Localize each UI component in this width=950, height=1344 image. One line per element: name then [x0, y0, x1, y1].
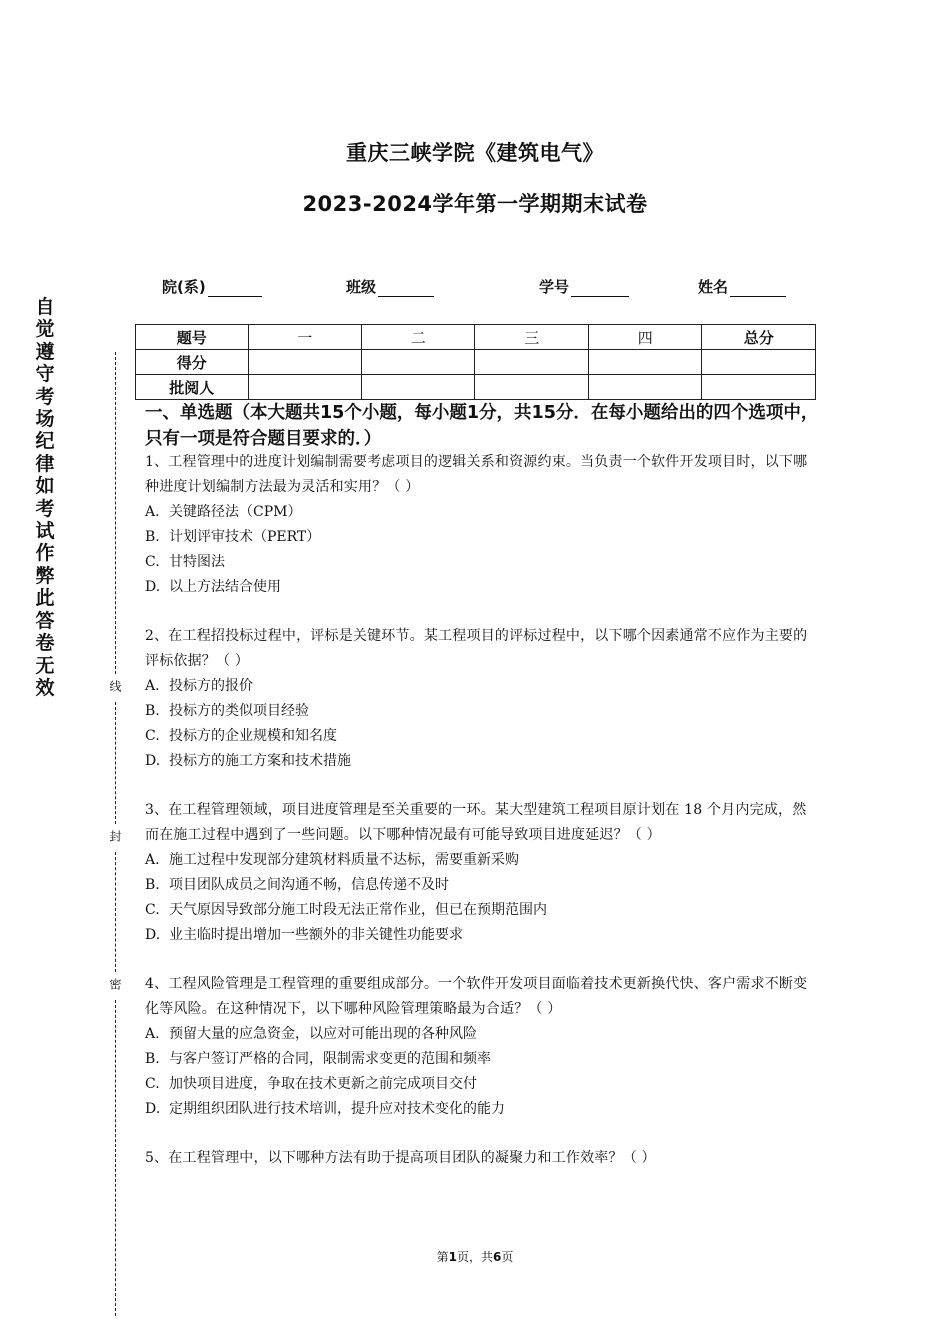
- option-item[interactable]: [145, 674, 815, 699]
- binding-line-segment: [115, 1000, 116, 1316]
- option-text: 关键路径法（CPM）: [169, 504, 302, 520]
- option-label: A.: [145, 852, 160, 868]
- grader-row-label: 批阅人: [136, 375, 249, 400]
- class-field[interactable]: [346, 276, 434, 297]
- score-header-cell: 四: [588, 325, 701, 350]
- grader-row: [136, 375, 816, 400]
- score-cell[interactable]: [588, 350, 701, 375]
- page-footer: [0, 1248, 950, 1265]
- option-item[interactable]: [145, 923, 815, 948]
- option-text: 定期组织团队进行技术培训，提升应对技术变化的能力: [169, 1101, 505, 1117]
- option-text: 业主临时提出增加一些额外的非关键性功能要求: [169, 927, 463, 943]
- score-header-cell: 题号: [136, 325, 249, 350]
- option-label: A.: [145, 678, 160, 694]
- question-stem: 1、工程管理中的进度计划编制需要考虑项目的逻辑关系和资源约束。当负责一个软件开发项目时，以下哪种进度计划编制方法最为灵活和实用？（ ）: [145, 454, 808, 495]
- option-label: B.: [145, 703, 160, 719]
- student-id-field[interactable]: [539, 276, 629, 297]
- option-text: 项目团队成员之间沟通不畅，信息传递不及时: [169, 877, 449, 893]
- binding-line-segment: [115, 352, 116, 674]
- option-text: 投标方的企业规模和知名度: [169, 728, 337, 744]
- option-item[interactable]: [145, 848, 815, 873]
- grader-cell[interactable]: [361, 375, 474, 400]
- option-text: 加快项目进度，争取在技术更新之前完成项目交付: [169, 1076, 477, 1092]
- score-row: [136, 350, 816, 375]
- option-label: B.: [145, 529, 160, 545]
- grader-cell[interactable]: [248, 375, 361, 400]
- score-header-cell: 总分: [702, 325, 816, 350]
- question-item: [145, 798, 815, 948]
- option-label: C.: [145, 554, 160, 570]
- option-label: C.: [145, 902, 160, 918]
- option-label: C.: [145, 1076, 160, 1092]
- score-cell[interactable]: [248, 350, 361, 375]
- binding-line-char: 线: [108, 680, 122, 692]
- score-table-header-row: [136, 325, 816, 350]
- option-label: A.: [145, 504, 160, 520]
- question-item: [145, 624, 815, 774]
- option-text: 天气原因导致部分施工时段无法正常作业，但已在预期范围内: [169, 902, 547, 918]
- option-item[interactable]: [145, 1047, 815, 1072]
- grader-cell[interactable]: [588, 375, 701, 400]
- option-text: 与客户签订严格的合同，限制需求变更的范围和频率: [169, 1051, 491, 1067]
- class-blank[interactable]: [378, 280, 434, 297]
- name-label: 姓名: [698, 278, 729, 296]
- option-item[interactable]: [145, 1097, 815, 1122]
- option-label: D.: [145, 927, 161, 943]
- option-label: B.: [145, 877, 160, 893]
- page-number: 1: [448, 1250, 457, 1264]
- section-heading: 一、单选题（本大题共15个小题，每小题1分，共15分．在每小题给出的四个选项中，只有一项是符合题目要求的．）: [145, 403, 819, 449]
- option-text: 施工过程中发现部分建筑材料质量不达标，需要重新采购: [169, 852, 519, 868]
- score-header-cell: 二: [361, 325, 474, 350]
- option-item[interactable]: [145, 550, 815, 575]
- question-stem: 5、在工程管理中，以下哪种方法有助于提高项目团队的凝聚力和工作效率？（ ）: [145, 1150, 656, 1166]
- option-item[interactable]: [145, 724, 815, 749]
- option-item[interactable]: [145, 575, 815, 600]
- option-item[interactable]: [145, 525, 815, 550]
- grader-cell[interactable]: [475, 375, 588, 400]
- binding-line-segment: [115, 852, 116, 972]
- question-stem: 2、在工程招投标过程中，评标是关键环节。某工程项目的评标过程中，以下哪个因素通常不应作为主要的评标依据？（ ）: [145, 628, 808, 669]
- binding-secret-char: 密: [108, 978, 122, 990]
- college-blank[interactable]: [208, 280, 262, 297]
- option-label: D.: [145, 753, 161, 769]
- score-table: [135, 324, 816, 400]
- question-item: [145, 450, 815, 600]
- option-text: 投标方的类似项目经验: [169, 703, 309, 719]
- option-text: 预留大量的应急资金，以应对可能出现的各种风险: [169, 1026, 477, 1042]
- name-blank[interactable]: [730, 280, 786, 297]
- option-item[interactable]: [145, 699, 815, 724]
- option-item[interactable]: [145, 873, 815, 898]
- question-item: [145, 972, 815, 1122]
- class-label: 班级: [346, 278, 377, 296]
- option-item[interactable]: [145, 749, 815, 774]
- footer-middle: 页，共: [456, 1250, 493, 1264]
- footer-prefix: 第: [436, 1250, 449, 1264]
- question-item: [145, 1146, 815, 1171]
- question-list: [145, 450, 815, 1195]
- exam-title-line1: 重庆三峡学院《建筑电气》: [346, 141, 604, 165]
- exam-discipline-notice: 自觉遵守考场纪律如考试作弊此答卷无效: [35, 296, 55, 699]
- option-text: 甘特图法: [169, 554, 225, 570]
- option-label: C.: [145, 728, 160, 744]
- college-field[interactable]: [162, 276, 262, 297]
- student-id-label: 学号: [539, 278, 570, 296]
- score-cell[interactable]: [475, 350, 588, 375]
- total-pages: 6: [493, 1250, 502, 1264]
- footer-suffix: 页: [501, 1250, 514, 1264]
- score-header-cell: 三: [475, 325, 588, 350]
- score-cell[interactable]: [702, 350, 816, 375]
- option-text: 计划评审技术（PERT）: [169, 529, 321, 545]
- option-item[interactable]: [145, 1022, 815, 1047]
- option-item[interactable]: [145, 500, 815, 525]
- option-label: A.: [145, 1026, 160, 1042]
- option-label: B.: [145, 1051, 160, 1067]
- question-stem: 4、工程风险管理是工程管理的重要组成部分。一个软件开发项目面临着技术更新换代快、客户需求不断变化等风险。在这种情况下，以下哪种风险管理策略最为合适？（ ）: [145, 976, 808, 1017]
- option-label: D.: [145, 579, 161, 595]
- score-header-cell: 一: [248, 325, 361, 350]
- score-cell[interactable]: [361, 350, 474, 375]
- exam-title-line2: 2023-2024学年第一学期期末试卷: [302, 192, 648, 216]
- binding-seal-char: 封: [108, 830, 122, 842]
- score-row-label: 得分: [136, 350, 249, 375]
- college-label: 院(系): [162, 278, 206, 296]
- option-text: 投标方的施工方案和技术措施: [169, 753, 351, 769]
- option-item[interactable]: [145, 898, 815, 923]
- binding-line-segment: [115, 702, 116, 824]
- name-field[interactable]: [698, 276, 786, 297]
- student-id-blank[interactable]: [571, 280, 629, 297]
- option-item[interactable]: [145, 1072, 815, 1097]
- question-stem: 3、在工程管理领域，项目进度管理是至关重要的一环。某大型建筑工程项目原计划在 18 个月内完成，然而在施工过程中遇到了一些问题。以下哪种情况最有可能导致项目进度延迟？（ ）: [145, 802, 807, 843]
- grader-cell[interactable]: [702, 375, 816, 400]
- option-text: 以上方法结合使用: [169, 579, 281, 595]
- option-text: 投标方的报价: [169, 678, 253, 694]
- option-label: D.: [145, 1101, 161, 1117]
